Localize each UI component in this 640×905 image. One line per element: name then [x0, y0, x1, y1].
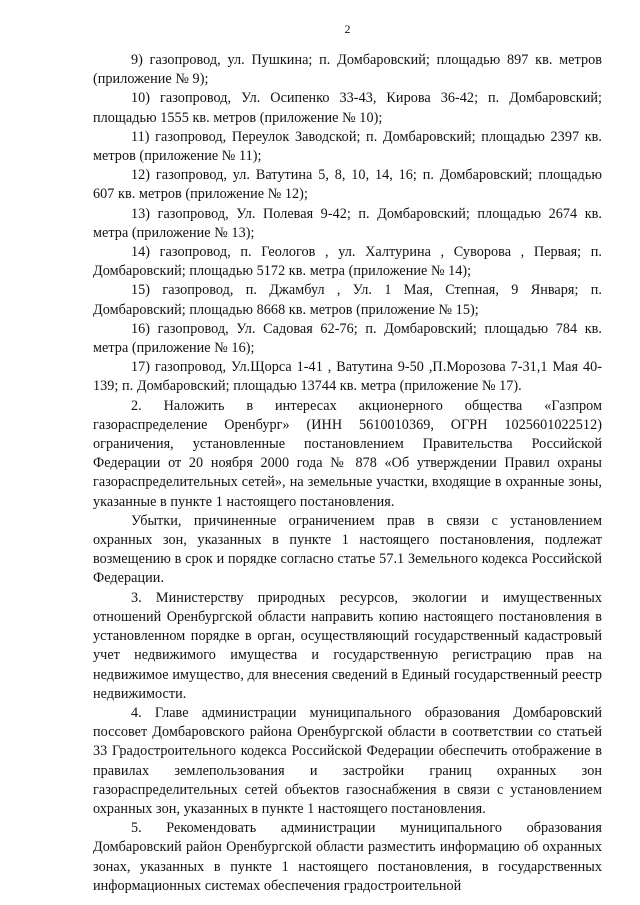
- clause-2: 2. Наложить в интересах акционерного общества «Газпром газораспределение Оренбург» (ИНН 5610010369, ОГРН 1025601022512) ограничения, установленные постановлением Правительства Российской Федерации от 20 ноября 2000 года № 878 «Об утверждении Правил охраны газораспределительных сетей», на земельные участки, входящие в охранные зоны, указанные в пункте 1 настоящего постановления.: [93, 397, 602, 510]
- list-item-13: 13) газопровод, Ул. Полевая 9-42; п. Домбаровский; площадью 2674 кв. метра (приложение № 13);: [93, 205, 602, 241]
- list-item-11: 11) газопровод, Переулок Заводской; п. Домбаровский; площадью 2397 кв. метров (приложение № 11);: [93, 128, 602, 165]
- list-item-17: 17) газопровод, Ул.Щорса 1-41 , Ватутина 9-50 ,П.Морозова 7-31,1 Мая 40-139; п. Домбаровский; площадью 13744 кв. метра (приложение № 17).: [93, 359, 602, 395]
- list-item-12: 12) газопровод, ул. Ватутина 5, 8, 10, 14, 16; п. Домбаровский; площадью 607 кв. метров (приложение № 12);: [93, 167, 602, 203]
- clause-5: 5. Рекомендовать администрации муниципального образования Домбаровский район Оренбургской области разместить информацию об охранных зонах, указанных в пункте 1 настоящего постановления, в государственных информационных системах обеспечения градостроительной: [93, 820, 602, 894]
- damages-paragraph: Убытки, причиненные ограничением прав в связи с установлением охранных зон, указанных в пункте 1 настоящего постановления, подлежат возмещению в срок и порядке согласно статье 57.1 Земельного кодекса Российской Федерации.: [93, 512, 602, 587]
- clause-4: 4. Главе администрации муниципального образования Домбаровский поссовет Домбаровского района Оренбургской области в соответствии со статьей 33 Градостроительного кодекса Российской Федерации обеспечить отображение в правилах землепользования и застройки границ охранных зон газораспределительных сетей объектов газоснабжения в связи с установлением охранных зон, указанных в пункте 1 настоящего постановления.: [93, 704, 602, 817]
- list-item-15: 15) газопровод, п. Джамбул , Ул. 1 Мая, Степная, 9 Января; п. Домбаровский; площадью 8668 кв. метров (приложение № 15);: [93, 282, 602, 318]
- list-item-9: 9) газопровод, ул. Пушкина; п. Домбаровский; площадью 897 кв. метров (приложение № 9);: [93, 52, 602, 88]
- list-item-14: 14) газопровод, п. Геологов , ул. Халтурина , Суворова , Первая; п. Домбаровский; площадью 5172 кв. метра (приложение № 14);: [93, 244, 602, 280]
- page-number: 2: [344, 22, 351, 36]
- list-item-16: 16) газопровод, Ул. Садовая 62-76; п. Домбаровский; площадью 784 кв. метра (приложение № 16);: [93, 320, 602, 357]
- clause-3: 3. Министерству природных ресурсов, экологии и имущественных отношений Оренбургской области направить копию настоящего постановления в установленном порядке в орган, осуществляющий государственный кадастровый учет недвижимого имущества и государственную регистрацию прав на недвижимое имущество, для внесения сведений в Единый государственный реестр недвижимости.: [93, 589, 602, 702]
- list-item-10: 10) газопровод, Ул. Осипенко 33-43, Кирова 36-42; п. Домбаровский; площадью 1555 кв. метров (приложение № 10);: [93, 90, 602, 126]
